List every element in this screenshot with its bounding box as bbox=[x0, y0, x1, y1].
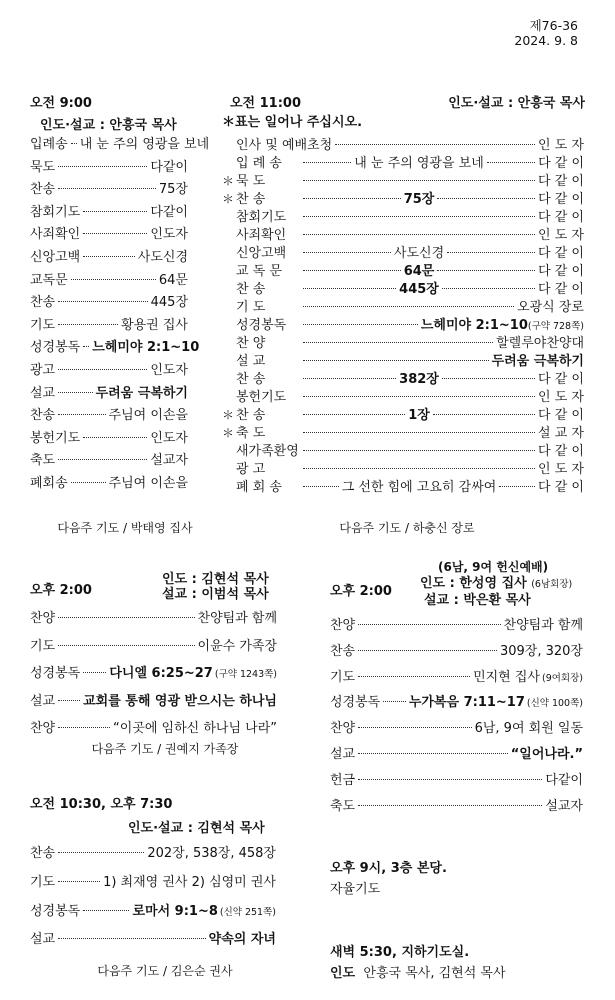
order-label: 축도 bbox=[330, 798, 356, 814]
order-row bbox=[30, 690, 277, 709]
order-row bbox=[222, 224, 584, 243]
order-detail: 445장 bbox=[399, 282, 439, 297]
order-value: 약속의 자녀 bbox=[208, 932, 276, 948]
order-label: 성경봉독 bbox=[30, 903, 81, 919]
order-row bbox=[30, 928, 276, 947]
order-value: 다 같 이 bbox=[538, 264, 585, 279]
order-value: 느헤미야 2:1~10 bbox=[420, 318, 528, 333]
order-value: 309장, 320장 bbox=[499, 643, 583, 659]
order-label: 교독문 bbox=[30, 272, 68, 288]
order-row bbox=[222, 134, 584, 153]
order-value: 다 같 이 bbox=[538, 192, 585, 207]
order-value: “일어나라.” bbox=[510, 747, 583, 762]
dot-leader bbox=[58, 459, 147, 460]
order-label: 성경봉독 bbox=[30, 666, 81, 681]
order-value: 6남, 9여 회원 일동 bbox=[474, 721, 583, 737]
dot-leader bbox=[303, 162, 351, 163]
dot-leader bbox=[303, 486, 339, 487]
order-label: 입 례 송 bbox=[236, 156, 282, 171]
order-row bbox=[330, 614, 583, 633]
order-label: 참회기도 bbox=[30, 204, 81, 220]
order-row bbox=[222, 368, 584, 387]
issue-date: 2024. 9. 8 bbox=[514, 33, 578, 48]
order-label: 기도 bbox=[30, 317, 56, 333]
dot-leader bbox=[358, 779, 542, 780]
dot-leader bbox=[487, 162, 535, 163]
service-2pm-a-preacher: 설교 : 이범석 목사 bbox=[162, 587, 269, 602]
order-row bbox=[30, 201, 188, 220]
dot-leader bbox=[358, 727, 471, 728]
order-label: 교 독 문 bbox=[236, 264, 282, 279]
dot-leader bbox=[83, 437, 147, 438]
dot-leader bbox=[433, 414, 535, 415]
order-label: 사죄확인 bbox=[236, 228, 287, 243]
order-row bbox=[330, 717, 583, 736]
dot-leader bbox=[437, 198, 535, 199]
dot-leader bbox=[303, 252, 391, 253]
order-label: 신앙고백 bbox=[30, 250, 81, 265]
dot-leader bbox=[58, 852, 144, 853]
order-row bbox=[222, 188, 584, 207]
order-value: 445장 bbox=[150, 295, 188, 311]
order-row bbox=[222, 332, 584, 351]
dot-leader bbox=[303, 468, 535, 469]
dot-leader bbox=[303, 216, 535, 217]
order-row bbox=[30, 336, 200, 356]
order-label: 찬송 bbox=[30, 182, 56, 198]
order-row bbox=[30, 427, 188, 446]
order-value: 주님여 이손을 bbox=[108, 476, 188, 491]
dot-leader bbox=[71, 482, 106, 483]
order-label: 성경봉독 bbox=[30, 340, 81, 356]
order-value: 이윤수 가족장 bbox=[197, 638, 277, 654]
order-label: 헌금 bbox=[330, 772, 356, 788]
order-row bbox=[30, 472, 188, 491]
order-label: 기도 bbox=[30, 638, 56, 654]
order-value: 인 도 자 bbox=[538, 390, 584, 405]
order-row bbox=[222, 386, 584, 405]
order-label: 설교 bbox=[330, 747, 356, 762]
order-row bbox=[222, 314, 584, 333]
order-value: 1) 최재영 권사 2) 심영미 권사 bbox=[103, 874, 276, 890]
page-reference: (구약 728쪽) bbox=[527, 321, 584, 332]
order-value: 다같이 bbox=[150, 204, 188, 220]
dawn-prayer-title: 새벽 5:30, 지하기도실. bbox=[330, 945, 470, 960]
dot-leader bbox=[358, 624, 500, 625]
order-row bbox=[30, 449, 188, 468]
order-label: 광 고 bbox=[236, 462, 266, 477]
order-value: 다 같 이 bbox=[538, 210, 584, 225]
order-label: 성경봉독 bbox=[236, 318, 287, 333]
order-value: 설 교 자 bbox=[538, 426, 584, 441]
dot-leader bbox=[303, 432, 535, 433]
order-row bbox=[330, 743, 583, 762]
order-label: 인사 및 예배초청 bbox=[236, 138, 333, 153]
page-reference: (신약 251쪽) bbox=[219, 906, 276, 918]
order-value: 인 도 자 bbox=[538, 462, 584, 477]
page-reference: (신약 100쪽) bbox=[526, 698, 583, 710]
order-value: 두려움 극복하기 bbox=[491, 354, 584, 369]
dot-leader bbox=[442, 288, 535, 289]
dawn-prayer-leaders bbox=[330, 962, 506, 981]
service-2pm-b-preacher: 설교 : 박은환 목사 bbox=[424, 593, 531, 608]
order-value: 다 같 이 bbox=[538, 174, 584, 189]
stand-mark: ＊ bbox=[222, 174, 235, 188]
order-row bbox=[30, 871, 276, 890]
dot-leader bbox=[303, 306, 514, 307]
dot-leader bbox=[303, 450, 535, 451]
order-value: 누가복음 7:11~17 bbox=[408, 695, 525, 711]
order-label: 찬양 bbox=[330, 618, 356, 633]
order-row bbox=[222, 422, 584, 441]
order-row bbox=[30, 900, 276, 919]
order-label: 봉헌기도 bbox=[30, 430, 81, 446]
dot-leader bbox=[58, 617, 194, 618]
order-row bbox=[222, 170, 584, 189]
service-2pm-b-leader: 인도 : 한성영 집사 bbox=[420, 576, 527, 591]
order-value: 찬양팀과 함께 bbox=[503, 618, 583, 633]
order-row bbox=[222, 440, 584, 459]
page-reference: (구약 1243쪽) bbox=[214, 669, 277, 680]
order-value: 다 같 이 bbox=[538, 282, 584, 297]
order-value: 75장 bbox=[158, 182, 188, 198]
order-label: 설교 bbox=[30, 693, 56, 709]
order-value: 다같이 bbox=[545, 772, 583, 788]
order-value: 느헤미야 2:1~10 bbox=[92, 340, 200, 356]
order-label: 찬 송 bbox=[236, 372, 266, 387]
dot-leader bbox=[358, 753, 508, 754]
dot-leader bbox=[58, 645, 194, 646]
service-2pm-a-leader: 인도 : 김현석 목사 bbox=[162, 572, 269, 587]
dot-leader bbox=[83, 233, 147, 234]
order-row bbox=[30, 178, 188, 197]
dot-leader bbox=[71, 279, 156, 280]
order-label: 찬 송 bbox=[236, 192, 266, 207]
dawn-prayer-names: 안흥국 목사, 김현석 목사 bbox=[363, 966, 506, 981]
order-detail: 75장 bbox=[403, 192, 435, 207]
stand-mark: ＊ bbox=[222, 426, 235, 440]
order-row bbox=[30, 156, 188, 175]
dot-leader bbox=[58, 369, 147, 370]
order-value: 사도신경 bbox=[137, 250, 188, 265]
order-label: 폐 회 송 bbox=[236, 480, 282, 495]
order-row bbox=[30, 133, 210, 152]
order-label: 폐회송 bbox=[30, 476, 68, 491]
order-row bbox=[30, 717, 277, 736]
bulletin-header bbox=[514, 18, 578, 48]
service-2pm-b-subtitle: (6남, 9여 헌신예배) bbox=[438, 560, 549, 574]
stand-mark: ＊ bbox=[222, 408, 235, 422]
order-row bbox=[330, 666, 583, 685]
dot-leader bbox=[303, 360, 489, 361]
service-2pm-a-leaders bbox=[162, 572, 269, 602]
order-value: 다 같 이 bbox=[538, 444, 584, 459]
dot-leader bbox=[447, 252, 535, 253]
service-9am-leader: 인도·설교 : 안흥국 목사 bbox=[40, 118, 177, 133]
service-2pm-a-next-prayer: 다음주 기도 / 권예지 가족장 bbox=[91, 742, 239, 756]
order-label: 찬양 bbox=[30, 611, 56, 626]
service-evening-next-prayer: 다음주 기도 / 김은순 권사 bbox=[97, 964, 233, 978]
order-label: 설교 bbox=[30, 932, 56, 948]
order-row bbox=[222, 152, 584, 171]
order-label: 참회기도 bbox=[236, 210, 287, 225]
dot-leader bbox=[335, 144, 535, 145]
dot-leader bbox=[303, 396, 535, 397]
dot-leader bbox=[83, 910, 129, 911]
order-label: 광고 bbox=[30, 363, 56, 378]
order-value: 할렐루야찬양대 bbox=[496, 336, 584, 351]
service-2pm-a-time: 오후 2:00 bbox=[30, 583, 92, 598]
order-value: 황용권 집사 bbox=[121, 317, 188, 333]
order-label: 새가족환영 bbox=[236, 444, 299, 459]
order-row bbox=[222, 296, 584, 315]
order-label: 축 도 bbox=[236, 426, 266, 441]
order-value: 다 같 이 bbox=[538, 156, 585, 171]
dot-leader bbox=[303, 270, 401, 271]
dot-leader bbox=[303, 288, 396, 289]
order-value: 202장, 538장, 458장 bbox=[147, 846, 276, 861]
standing-note: ＊표는 일어나 주십시오. bbox=[222, 115, 363, 130]
order-label: 기도 bbox=[330, 669, 356, 685]
dot-leader bbox=[303, 180, 535, 181]
dot-leader bbox=[58, 301, 148, 302]
order-value: 로마서 9:1~8 bbox=[132, 903, 218, 919]
order-row bbox=[30, 314, 188, 333]
dot-leader bbox=[358, 676, 470, 677]
order-row bbox=[30, 635, 277, 654]
order-value: “이곳에 임하신 하나님 나라” bbox=[112, 721, 277, 736]
order-row bbox=[30, 842, 276, 861]
dot-leader bbox=[358, 805, 542, 806]
order-value: 64문 bbox=[158, 272, 188, 288]
order-label: 신앙고백 bbox=[236, 246, 287, 261]
order-label: 사죄확인 bbox=[30, 227, 81, 243]
order-value: 주님여 이손을 bbox=[108, 408, 188, 424]
order-label: 묵도 bbox=[30, 159, 56, 175]
dot-leader bbox=[58, 700, 80, 701]
dot-leader bbox=[58, 188, 156, 189]
order-value: 교회를 통해 영광 받으시는 하나님 bbox=[83, 693, 277, 709]
dot-leader bbox=[83, 211, 147, 212]
order-label: 입례송 bbox=[30, 137, 68, 152]
order-label: 묵 도 bbox=[236, 174, 266, 189]
night-prayer-body: 자율기도 bbox=[330, 882, 381, 897]
dot-leader bbox=[83, 346, 89, 347]
dot-leader bbox=[58, 324, 118, 325]
dot-leader bbox=[58, 881, 100, 882]
dawn-prayer-label: 인도 bbox=[330, 966, 356, 981]
order-value: 찬양팀과 함께 bbox=[197, 611, 277, 626]
order-value: 다 같 이 bbox=[538, 480, 584, 495]
service-9am-time: 오전 9:00 bbox=[30, 96, 92, 111]
service-evening-leader: 인도·설교 : 김현석 목사 bbox=[128, 821, 265, 836]
order-label: 찬송 bbox=[30, 408, 56, 424]
order-value: 다니엘 6:25~27 bbox=[109, 666, 213, 681]
dot-leader bbox=[83, 672, 106, 673]
dot-leader bbox=[303, 414, 405, 415]
order-detail: 382장 bbox=[399, 372, 439, 387]
order-row bbox=[222, 350, 584, 369]
order-value: 두려움 극복하기 bbox=[95, 385, 188, 401]
order-row bbox=[30, 382, 188, 401]
dot-leader bbox=[303, 342, 493, 343]
dot-leader bbox=[303, 324, 418, 325]
service-11am-leader: 인도·설교 : 안흥국 목사 bbox=[448, 96, 585, 111]
dot-leader bbox=[383, 701, 406, 702]
night-prayer-title: 오후 9시, 3층 본당. bbox=[330, 861, 447, 876]
order-row bbox=[330, 640, 583, 659]
order-label: 봉헌기도 bbox=[236, 390, 287, 405]
order-row bbox=[30, 246, 188, 265]
order-detail: 그 선한 힘에 고요히 감싸여 bbox=[341, 480, 497, 495]
dot-leader bbox=[303, 234, 535, 235]
order-value: 인도자 bbox=[150, 430, 188, 446]
dot-leader bbox=[358, 650, 497, 651]
order-row bbox=[30, 662, 277, 681]
service-2pm-b-leaders bbox=[420, 576, 572, 609]
page-reference: (9여회장) bbox=[542, 672, 583, 684]
order-value: 다 같 이 bbox=[538, 408, 584, 423]
order-value: 다 같 이 bbox=[538, 372, 584, 387]
order-row bbox=[222, 260, 584, 279]
dot-leader bbox=[442, 378, 535, 379]
dot-leader bbox=[71, 143, 77, 144]
order-row bbox=[222, 404, 584, 423]
service-2pm-b-leader-note: (6남회장) bbox=[531, 579, 573, 590]
stand-mark: ＊ bbox=[222, 192, 235, 206]
order-label: 찬 송 bbox=[236, 282, 266, 297]
service-11am-time: 오전 11:00 bbox=[230, 96, 302, 111]
order-label: 찬 송 bbox=[236, 408, 266, 423]
service-11am-next-prayer: 다음주 기도 / 하충신 장로 bbox=[339, 521, 475, 535]
dot-leader bbox=[58, 727, 110, 728]
dot-leader bbox=[303, 198, 401, 199]
order-label: 찬양 bbox=[330, 721, 356, 737]
order-value: 설교자 bbox=[545, 798, 583, 814]
order-value: 설교자 bbox=[150, 453, 188, 469]
order-row bbox=[30, 291, 188, 310]
order-value: 내 눈 주의 영광을 보네 bbox=[79, 137, 210, 152]
order-row bbox=[30, 607, 277, 626]
dot-leader bbox=[499, 486, 535, 487]
order-label: 축도 bbox=[30, 453, 56, 469]
dot-leader bbox=[437, 270, 535, 271]
order-value: 인도자 bbox=[150, 227, 188, 243]
order-label: 성경봉독 bbox=[330, 695, 381, 711]
order-label: 기도 bbox=[30, 874, 56, 890]
order-label: 찬송 bbox=[30, 846, 56, 861]
order-label: 찬송 bbox=[30, 295, 56, 311]
order-row bbox=[30, 404, 188, 423]
order-row bbox=[330, 691, 583, 710]
order-value: 오광식 장로 bbox=[517, 300, 584, 315]
order-row bbox=[222, 206, 584, 225]
order-detail: 64문 bbox=[403, 264, 435, 279]
dot-leader bbox=[58, 166, 147, 167]
order-row bbox=[222, 458, 584, 477]
order-label: 찬 양 bbox=[236, 336, 266, 351]
order-row bbox=[30, 223, 188, 242]
order-label: 설교 bbox=[30, 385, 56, 401]
order-row bbox=[330, 769, 583, 788]
service-9am-next-prayer: 다음주 기도 / 박태영 집사 bbox=[57, 521, 193, 535]
order-label: 찬송 bbox=[330, 643, 356, 659]
issue-number: 제76-36 bbox=[529, 18, 578, 33]
order-value: 다같이 bbox=[150, 159, 188, 175]
dot-leader bbox=[58, 938, 206, 939]
order-row bbox=[222, 278, 584, 297]
order-row bbox=[30, 269, 188, 288]
order-row bbox=[222, 476, 584, 495]
order-value: 인 도 자 bbox=[538, 228, 584, 243]
order-value: 인 도 자 bbox=[538, 138, 584, 153]
order-value: 민지현 집사 bbox=[473, 669, 540, 685]
order-value: 인도자 bbox=[150, 363, 188, 378]
dot-leader bbox=[303, 378, 396, 379]
service-2pm-b-time: 오후 2:00 bbox=[330, 584, 392, 599]
order-row bbox=[222, 242, 584, 261]
order-detail: 내 눈 주의 영광을 보네 bbox=[354, 156, 484, 171]
dot-leader bbox=[58, 414, 105, 415]
order-detail: 사도신경 bbox=[393, 246, 445, 261]
dot-leader bbox=[58, 392, 92, 393]
dot-leader bbox=[83, 256, 135, 257]
order-label: 설 교 bbox=[236, 354, 266, 369]
order-label: 찬양 bbox=[30, 721, 56, 736]
service-evening-time: 오전 10:30, 오후 7:30 bbox=[30, 797, 173, 812]
order-row bbox=[330, 795, 583, 814]
order-label: 기 도 bbox=[236, 300, 266, 315]
order-value: 다 같 이 bbox=[538, 246, 584, 261]
order-detail: 1장 bbox=[408, 408, 430, 423]
order-row bbox=[30, 359, 188, 378]
